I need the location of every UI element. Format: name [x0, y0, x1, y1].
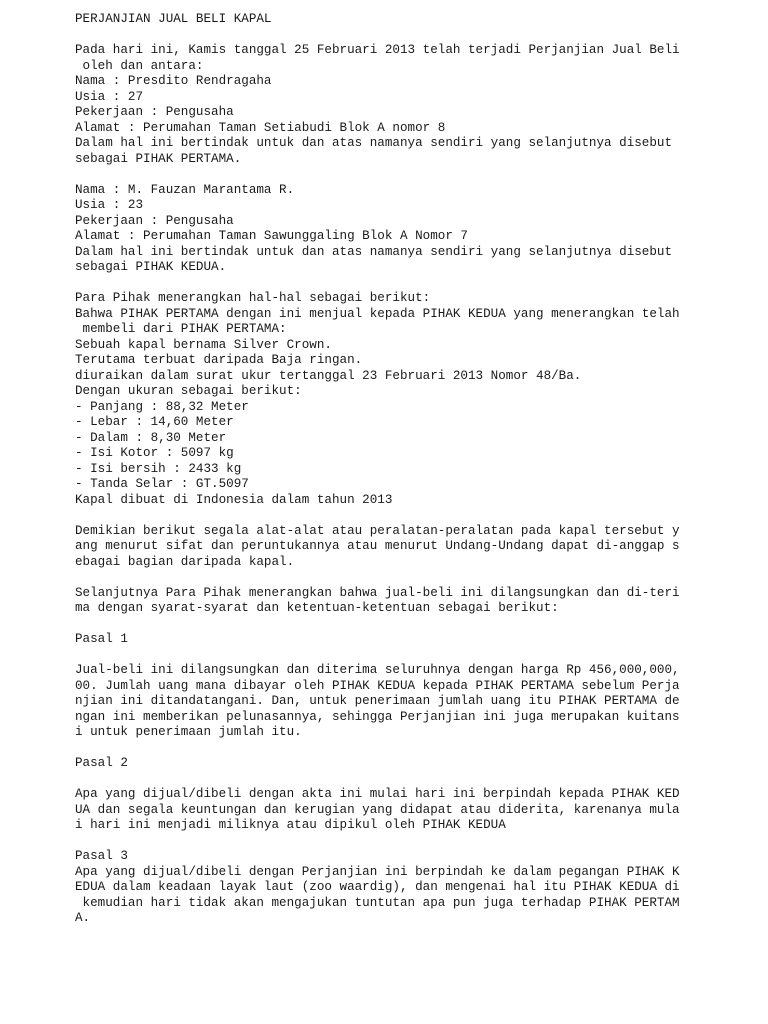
pasal-3-line: kemudian hari tidak akan mengajukan tuntutan apa pun juga terhadap PIHAK PERTAM	[75, 895, 680, 910]
pasal-3-line: EDUA dalam keadaan layak laut (zoo waardig), dan mengenai hal itu PIHAK KEDUA di	[75, 880, 680, 894]
terms-intro-paragraph	[75, 586, 755, 617]
ship-spec-item: - Lebar : 14,60 Meter	[75, 415, 234, 429]
ship-spec-item: - Isi bersih : 2433 kg	[75, 461, 242, 476]
equipment-line: ang menurut sifat dan peruntukannya atau menurut Undang-Undang dapat di-anggap s	[75, 539, 680, 553]
party-two-address: Alamat : Perumahan Taman Sawunggaling Blok A Nomor 7	[75, 229, 468, 243]
intro-line: oleh dan antara:	[75, 58, 204, 73]
ship-spec-item: - Dalam : 8,30 Meter	[75, 430, 227, 445]
party-two-statement: sebagai PIHAK KEDUA.	[75, 260, 227, 274]
pasal-1-line: Jual-beli ini dilangsungkan dan diterima seluruhnya dengan harga Rp 456,000,000,	[75, 663, 680, 677]
statement-line: membeli dari PIHAK PERTAMA:	[75, 322, 287, 336]
party-one-address: Alamat : Perumahan Taman Setiabudi Blok A nomor 8	[75, 120, 446, 135]
pasal-3-line: Apa yang dijual/dibeli dengan Perjanjian ini berpindah ke dalam pegangan PIHAK K	[75, 864, 680, 879]
statements-block	[75, 291, 755, 508]
ship-spec-item: - Tanda Selar : GT.5097	[75, 477, 249, 491]
statement-line: Kapal dibuat di Indonesia dalam tahun 2013	[75, 492, 393, 507]
statement-line: Terutama terbuat daripada Baja ringan.	[75, 353, 363, 367]
spacer	[75, 617, 755, 633]
terms-intro-line: ma dengan syarat-syarat dan ketentuan-ketentuan sebagai berikut:	[75, 601, 559, 615]
party-one-occupation: Pekerjaan : Pengusaha	[75, 105, 234, 119]
equipment-line: ebagai bagian daripada kapal.	[75, 554, 295, 569]
document-page	[75, 12, 755, 927]
document-title: PERJANJIAN JUAL BELI KAPAL	[75, 12, 272, 26]
party-one-block	[75, 74, 755, 167]
party-one-statement: Dalam hal ini bertindak untuk dan atas namanya sendiri yang selanjutnya disebut	[75, 136, 673, 150]
pasal-1-line: njian ini ditandatangani. Dan, untuk penerimaan jumlah uang itu PIHAK PERTAMA de	[75, 694, 680, 708]
spacer	[75, 648, 755, 664]
party-two-occupation: Pekerjaan : Pengusaha	[75, 213, 234, 228]
party-two-statement: Dalam hal ini bertindak untuk dan atas namanya sendiri yang selanjutnya disebut	[75, 244, 673, 259]
ship-spec-item: - Isi Kotor : 5097 kg	[75, 446, 234, 460]
pasal-1-line: ngan ini memberikan pelunasannya, sehingga Perjanjian ini juga merupakan kuitans	[75, 709, 680, 724]
pasal-3-paragraph	[75, 865, 755, 927]
spacer	[75, 772, 755, 788]
pasal-2-paragraph	[75, 787, 755, 834]
party-one-name: Nama : Presdito Rendragaha	[75, 74, 272, 88]
statement-line: diuraikan dalam surat ukur tertanggal 23 Februari 2013 Nomor 48/Ba.	[75, 368, 582, 383]
pasal-1-line: 00. Jumlah uang mana dibayar oleh PIHAK KEDUA kepada PIHAK PERTAMA sebelum Perja	[75, 678, 680, 693]
party-two-name: Nama : M. Fauzan Marantama R.	[75, 182, 295, 197]
equipment-line: Demikian berikut segala alat-alat atau peralatan-peralatan pada kapal tersebut y	[75, 523, 680, 538]
pasal-3-heading: Pasal 3	[75, 849, 128, 863]
pasal-1-paragraph	[75, 663, 755, 741]
pasal-3-line: A.	[75, 911, 91, 925]
pasal-1-line: i untuk penerimaan jumlah itu.	[75, 725, 302, 739]
pasal-2-line: i hari ini menjadi miliknya atau dipikul oleh PIHAK KEDUA	[75, 818, 506, 832]
pasal-1-heading: Pasal 1	[75, 632, 128, 646]
equipment-paragraph	[75, 524, 755, 571]
spacer	[75, 276, 755, 292]
party-two-age: Usia : 23	[75, 198, 144, 212]
terms-intro-line: Selanjutnya Para Pihak menerangkan bahwa jual-beli ini dilangsungkan dan di-teri	[75, 585, 680, 600]
statement-line: Bahwa PIHAK PERTAMA dengan ini menjual kepada PIHAK KEDUA yang menerangkan telah	[75, 306, 680, 321]
party-one-statement: sebagai PIHAK PERTAMA.	[75, 151, 242, 166]
spacer	[75, 28, 755, 44]
ship-spec-item: - Panjang : 88,32 Meter	[75, 399, 249, 414]
pasal-2-line: UA dan segala keuntungan dan kerugian yang didapat atau diderita, karenanya mula	[75, 802, 680, 817]
party-two-block	[75, 183, 755, 276]
spacer	[75, 167, 755, 183]
spacer	[75, 741, 755, 757]
statement-line: Dengan ukuran sebagai berikut:	[75, 384, 302, 398]
statement-line: Para Pihak menerangkan hal-hal sebagai berikut:	[75, 291, 431, 305]
pasal-2-heading: Pasal 2	[75, 756, 128, 770]
intro-paragraph	[75, 43, 755, 74]
party-one-age: Usia : 27	[75, 89, 144, 104]
spacer	[75, 570, 755, 586]
spacer	[75, 834, 755, 850]
intro-line: Pada hari ini, Kamis tanggal 25 Februari 2013 telah terjadi Perjanjian Jual Beli	[75, 43, 680, 57]
statement-line: Sebuah kapal bernama Silver Crown.	[75, 337, 332, 352]
spacer	[75, 508, 755, 524]
pasal-2-line: Apa yang dijual/dibeli dengan akta ini mulai hari ini berpindah kepada PIHAK KED	[75, 787, 680, 801]
